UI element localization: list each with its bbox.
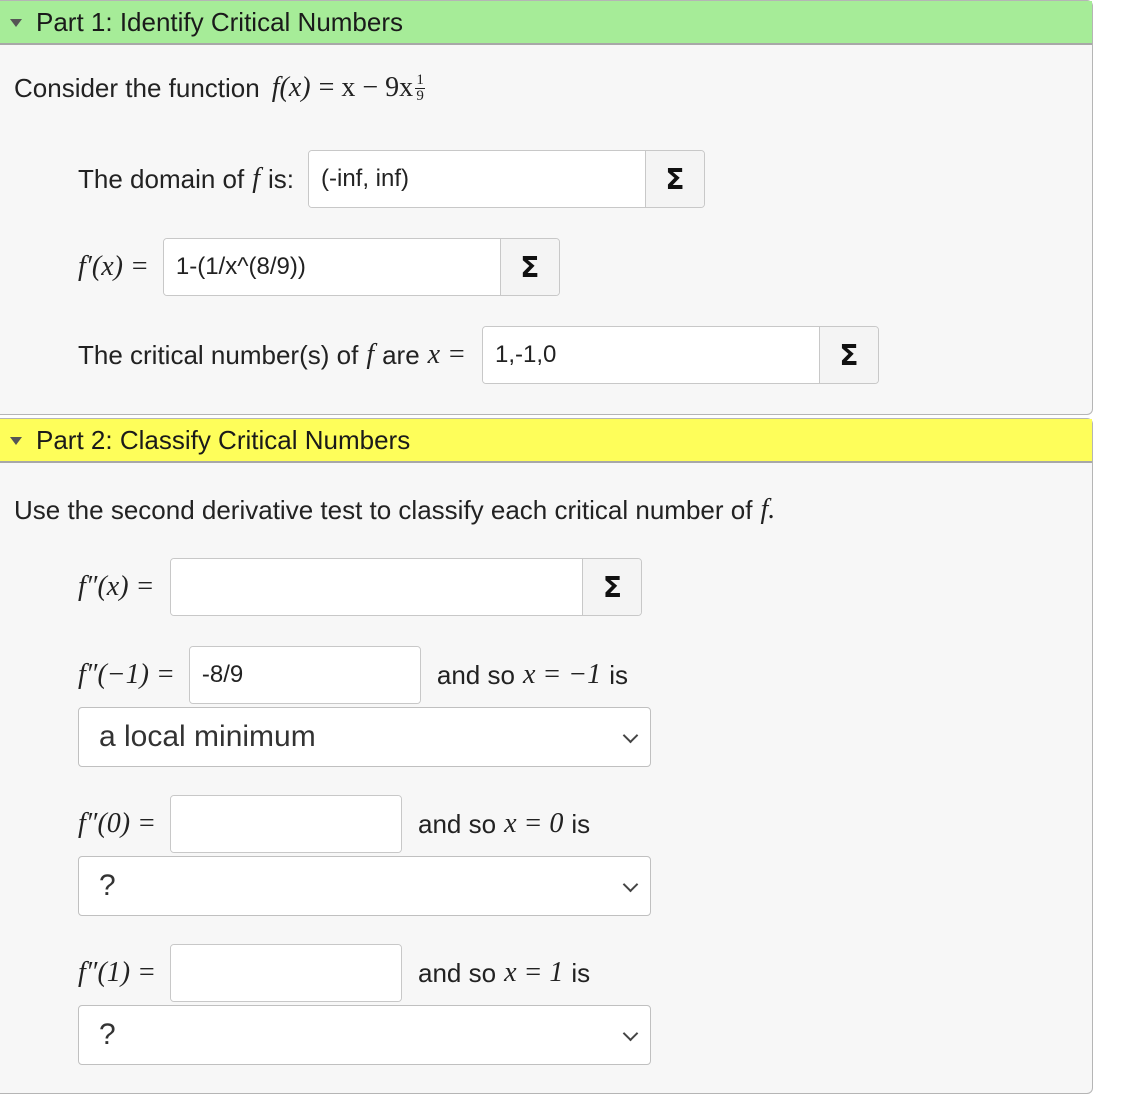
domain-input[interactable]: [309, 151, 645, 207]
select-value: a local minimum: [99, 720, 316, 753]
is-text: is: [609, 659, 628, 690]
sigma-icon[interactable]: Σ: [819, 327, 878, 383]
f2-zero-label: f″(0) =: [78, 808, 156, 839]
fprime-input[interactable]: [164, 239, 500, 295]
f-symbol: f: [366, 339, 375, 370]
select-value: ?: [99, 869, 116, 902]
domain-row: [78, 150, 705, 208]
and-so-text: and so: [417, 808, 497, 839]
f2-one-input[interactable]: [171, 945, 402, 1001]
classify-select-zero[interactable]: [78, 856, 651, 916]
f2-label: f″(x) =: [78, 571, 155, 602]
is-text: is: [571, 808, 591, 839]
x-value: x = −1: [522, 659, 602, 690]
x-value: x = 0: [504, 808, 564, 839]
f2-field[interactable]: [170, 558, 642, 616]
sigma-icon[interactable]: Σ: [645, 151, 704, 207]
function-statement: [14, 72, 425, 104]
critical-label-are: are: [382, 339, 420, 370]
f2-one-row: [78, 944, 590, 1002]
critical-row: [78, 326, 879, 384]
part2-header[interactable]: [0, 419, 1092, 463]
domain-label-is: is:: [268, 163, 294, 194]
fprime-row: [78, 238, 560, 296]
f-symbol: f: [252, 163, 260, 194]
collapse-triangle-icon[interactable]: [10, 437, 22, 445]
part2-title: Part 2: Classify Critical Numbers: [36, 424, 411, 455]
is-text: is: [571, 957, 591, 988]
chevron-down-icon: [623, 1026, 639, 1042]
exponent-fraction: $\frac{1}{9}$: [416, 71, 424, 104]
f2-row: [78, 558, 642, 616]
f2-neg1-row: [78, 646, 628, 704]
sigma-icon[interactable]: Σ: [500, 239, 559, 295]
part2-intro: [14, 494, 775, 526]
chevron-down-icon: [623, 728, 639, 744]
part2-intro-text: Use the second derivative test to classify each critical number of: [14, 494, 753, 525]
collapse-triangle-icon[interactable]: [10, 19, 22, 27]
and-so-text: and so: [417, 957, 497, 988]
select-value: ?: [99, 1018, 116, 1051]
x-equals: x =: [427, 339, 466, 370]
f2-neg1-input[interactable]: [190, 647, 421, 703]
function-rhs: = x − 9x: [318, 72, 414, 103]
x-value: x = 1: [504, 957, 564, 988]
domain-label: The domain of: [78, 163, 245, 194]
fprime-label: f′(x) =: [78, 251, 149, 282]
f-symbol: f.: [760, 494, 776, 525]
function-lhs: f(x): [271, 72, 311, 103]
f2-neg1-field[interactable]: [189, 646, 421, 704]
critical-input[interactable]: [483, 327, 819, 383]
f2-input[interactable]: [171, 559, 582, 615]
critical-field[interactable]: [482, 326, 879, 384]
classify-select-neg1[interactable]: [78, 707, 651, 767]
f2-zero-row: [78, 795, 590, 853]
f2-one-field[interactable]: [170, 944, 402, 1002]
f2-zero-field[interactable]: [170, 795, 402, 853]
domain-field[interactable]: [308, 150, 705, 208]
critical-label: The critical number(s) of: [78, 339, 359, 370]
f2-one-label: f″(1) =: [78, 957, 156, 988]
part1-title: Part 1: Identify Critical Numbers: [36, 6, 404, 37]
intro-text: Consider the function: [14, 72, 260, 103]
chevron-down-icon: [623, 877, 639, 893]
sigma-icon[interactable]: Σ: [582, 559, 641, 615]
f2-zero-input[interactable]: [171, 796, 402, 852]
f2-neg1-label: f″(−1) =: [78, 659, 175, 690]
classify-select-one[interactable]: [78, 1005, 651, 1065]
fprime-field[interactable]: [163, 238, 560, 296]
part1-header[interactable]: [0, 1, 1092, 45]
and-so-text: and so: [436, 659, 515, 690]
